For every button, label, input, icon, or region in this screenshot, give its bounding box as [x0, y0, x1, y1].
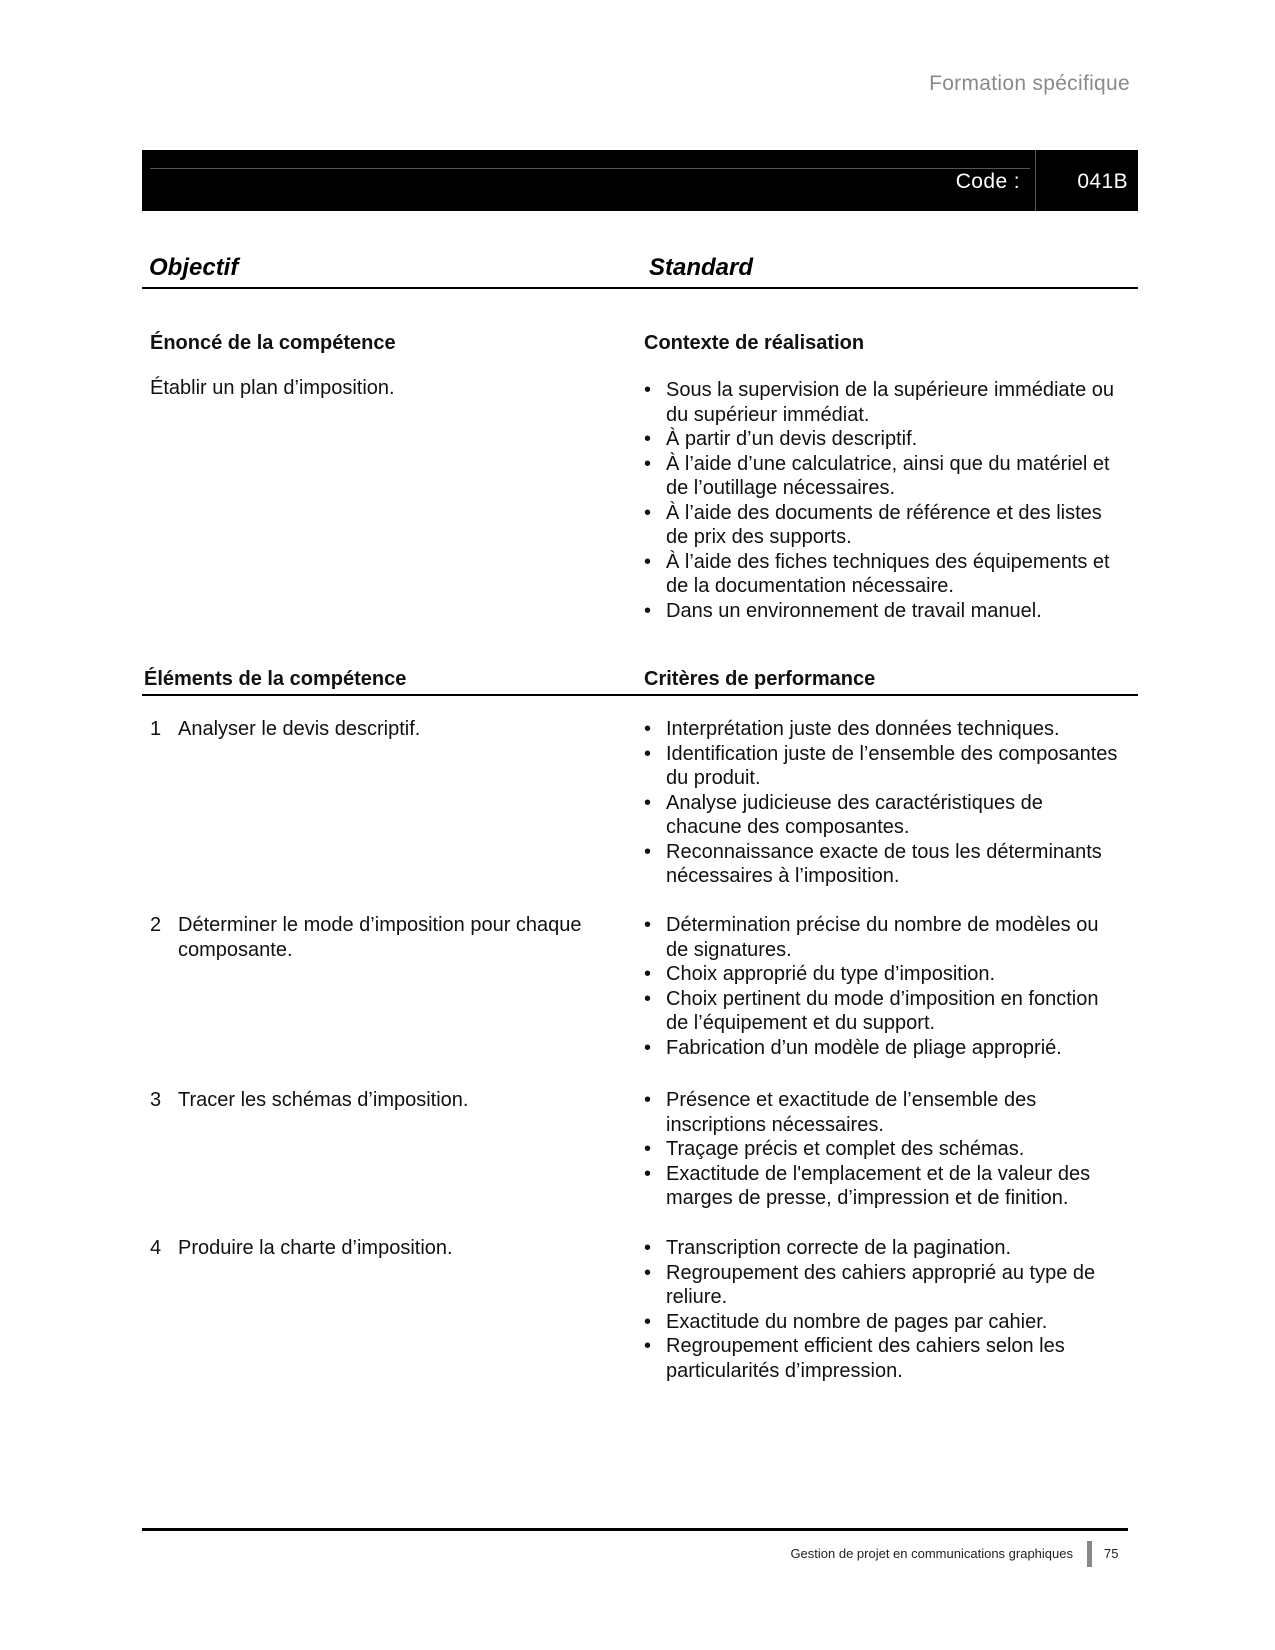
criterion-item: • Présence et exactitude de l’ensemble des inscriptions nécessaires.: [644, 1088, 1124, 1137]
element-number: 4: [150, 1237, 162, 1259]
element-1: [150, 717, 620, 742]
footer-separator: [1087, 1541, 1092, 1567]
contexte-list: [644, 378, 1124, 623]
section-label: Formation spécifique: [929, 72, 1130, 95]
criterion-item: • Identification juste de l’ensemble des composantes du produit.: [644, 742, 1124, 791]
page-number: 75: [1104, 1546, 1119, 1561]
criteria-list-1: [644, 717, 1124, 889]
criteria-list-3: [644, 1088, 1124, 1211]
element-text: Produire la charte d’imposition.: [178, 1237, 453, 1259]
criterion-item: • Traçage précis et complet des schémas.: [644, 1137, 1124, 1162]
code-bar: [142, 150, 1138, 211]
criterion-item: • Transcription correcte de la pagination.: [644, 1236, 1124, 1261]
code-label: Code :: [955, 170, 1020, 193]
element-text: Déterminer le mode d’imposition pour chaque composante.: [178, 914, 582, 961]
contexte-item: • Dans un environnement de travail manuel.: [644, 599, 1124, 624]
enonce-heading: Énoncé de la compétence: [150, 332, 396, 354]
contexte-item: • À partir d’un devis descriptif.: [644, 427, 1124, 452]
code-bar-divider: [1035, 150, 1036, 211]
elements-heading-rule: [142, 694, 1138, 696]
contexte-item: • À l’aide des documents de référence et des listes de prix des supports.: [644, 501, 1124, 550]
criteria-list-4: [644, 1236, 1124, 1383]
criterion-item: • Fabrication d’un modèle de pliage approprié.: [644, 1036, 1124, 1061]
footer-rule: [142, 1528, 1128, 1531]
elements-heading: Éléments de la compétence: [144, 668, 407, 690]
element-number: 3: [150, 1089, 162, 1111]
contexte-heading: Contexte de réalisation: [644, 332, 865, 354]
element-4: [150, 1236, 620, 1261]
footer-title: Gestion de projet en communications graphiques: [790, 1546, 1073, 1561]
enonce-text: Établir un plan d’imposition.: [150, 377, 395, 399]
criterion-item: • Reconnaissance exacte de tous les déterminants nécessaires à l’imposition.: [644, 840, 1124, 889]
code-value: 041B: [1077, 170, 1128, 193]
element-text: Tracer les schémas d’imposition.: [178, 1089, 469, 1111]
criterion-item: • Choix pertinent du mode d’imposition en fonction de l’équipement et du support.: [644, 987, 1124, 1036]
element-2: [150, 913, 620, 962]
criterion-item: • Détermination précise du nombre de modèles ou de signatures.: [644, 913, 1124, 962]
element-number: 1: [150, 718, 162, 740]
contexte-item: • À l’aide des fiches techniques des équipements et de la documentation nécessaire.: [644, 550, 1124, 599]
criterion-item: • Choix approprié du type d’imposition.: [644, 962, 1124, 987]
element-number: 2: [150, 914, 162, 936]
contexte-item: • À l’aide d’une calculatrice, ainsi que du matériel et de l’outillage nécessaires.: [644, 452, 1124, 501]
element-3: [150, 1088, 620, 1113]
column-heading-standard: Standard: [649, 254, 754, 281]
criterion-item: • Interprétation juste des données techniques.: [644, 717, 1124, 742]
criterion-item: • Exactitude du nombre de pages par cahier.: [644, 1310, 1124, 1335]
column-heading-objectif: Objectif: [149, 254, 239, 281]
criteria-list-2: [644, 913, 1124, 1060]
criterion-item: • Analyse judicieuse des caractéristiques de chacune des composantes.: [644, 791, 1124, 840]
code-bar-line: [150, 168, 1030, 169]
criterion-item: • Regroupement efficient des cahiers selon les particularités d’impression.: [644, 1334, 1124, 1383]
contexte-item: • Sous la supervision de la supérieure immédiate ou du supérieur immédiat.: [644, 378, 1124, 427]
element-text: Analyser le devis descriptif.: [178, 718, 421, 740]
column-heading-rule: [142, 287, 1138, 289]
criterion-item: • Exactitude de l'emplacement et de la valeur des marges de presse, d’impression et de finition.: [644, 1162, 1124, 1211]
criteres-heading: Critères de performance: [644, 668, 876, 690]
criterion-item: • Regroupement des cahiers approprié au type de reliure.: [644, 1261, 1124, 1310]
